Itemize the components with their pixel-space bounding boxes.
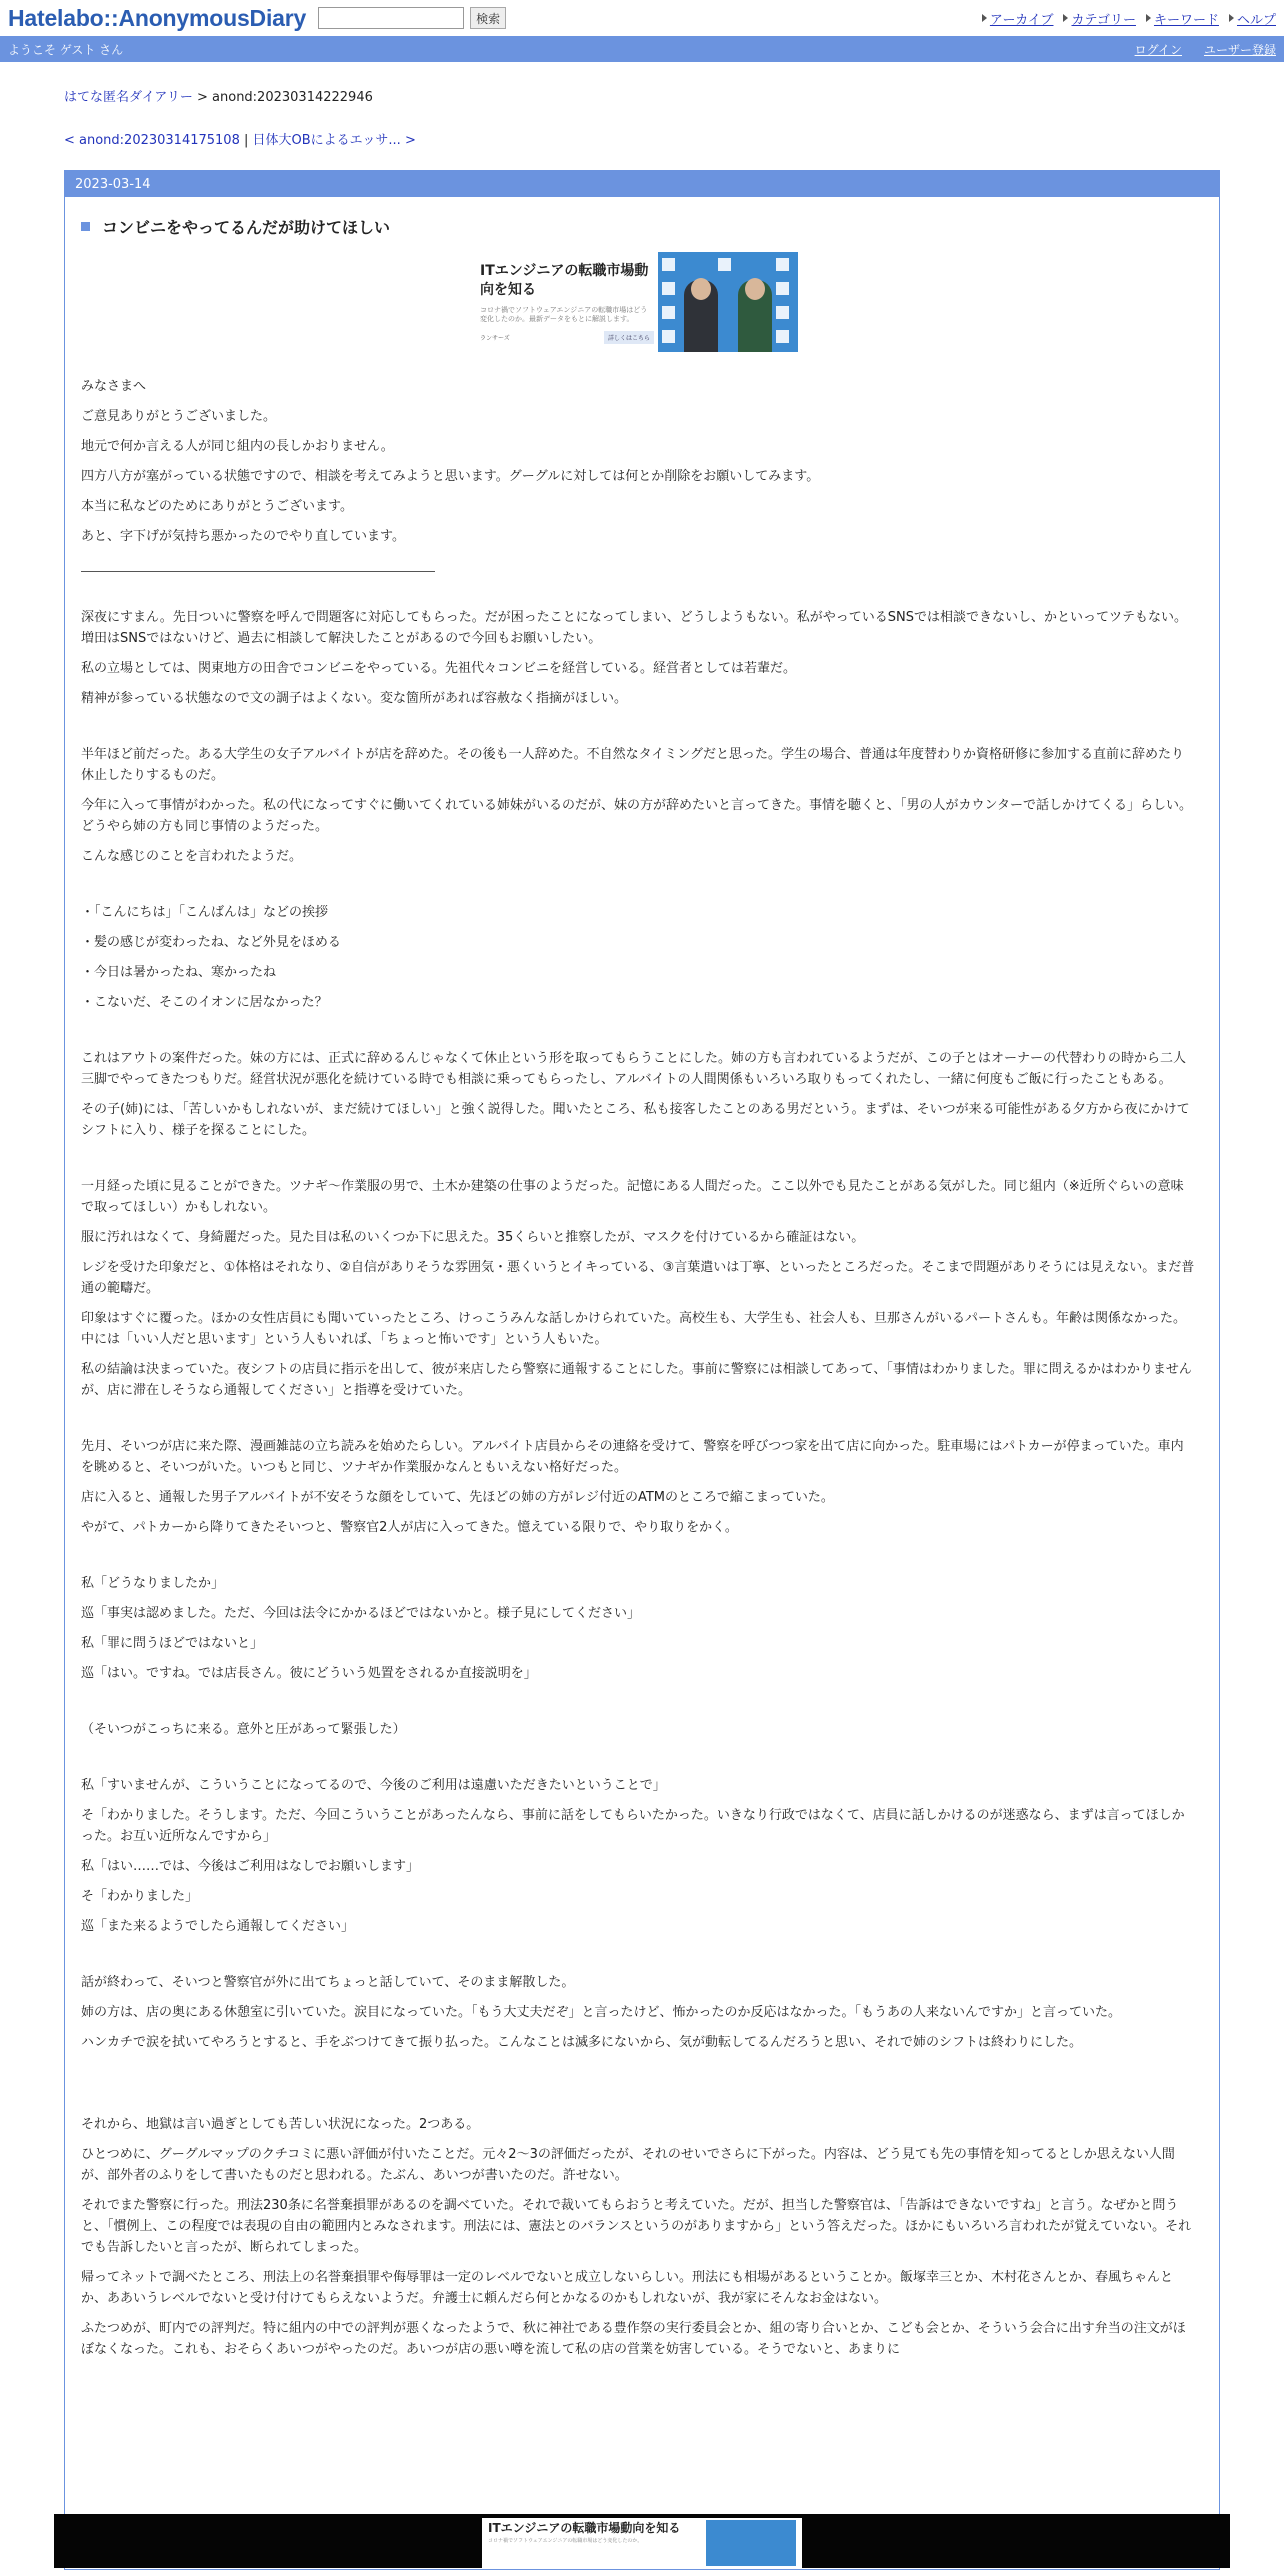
entry-paragraph: こんな感じのことを言われたようだ。 bbox=[81, 849, 303, 864]
entry-paragraph: それでまた警察に行った。刑法230条に名誉棄損罪があるのを調べていた。それで裁いてもらおうと考えていた。だが、担当した警察官は、「告訴はできないですね」と言う。なぜかと問うと、「慣例上、この程度では表現の自由の範囲内とみなされます。刑法には、憲法とのバランスというのがありますから」という答えだった。ほかにもいろいろ言われたが覚えていない。それでも告訴したいと言ったが、断られてしまった。 bbox=[81, 2198, 1192, 2255]
breadcrumb-separator: > bbox=[196, 90, 208, 105]
welcome-text: ようこそ ゲスト さん bbox=[8, 42, 124, 57]
entry-paragraph: 地元で何か言える人が同じ組内の長しかおりません。 bbox=[81, 439, 394, 454]
entry-paragraph: 印象はすぐに覆った。ほかの女性店員にも聞いていったところ、けっこうみんな話しかけられていた。高校生も、大学生も、社会人も、旦那さんがいるパートさんも。年齢は関係なかった。中には「いい人だと思います」という人もいれば、「ちょっと怖いです」という人もいた。 bbox=[81, 1311, 1187, 1347]
ad-person-right bbox=[738, 280, 772, 352]
nav-help-label: ヘルプ bbox=[1236, 12, 1276, 28]
entry-paragraph: 帰ってネットで調べたところ、刑法上の名誉棄損罪や侮辱罪は一定のレベルでないと成立しないらしい。刑法にも相場があるということか。飯塚幸三とか、木村花さんとか、春風ちゃんとか、ああいうレベルでないと受け付けてもらえないようだ。弁護士に頼んだら何とかなるのかもしれないが、我が家にそんなお金はない。 bbox=[81, 2270, 1174, 2306]
register-link[interactable]: ユーザー登録 bbox=[1203, 42, 1276, 57]
entry-text bbox=[81, 376, 1195, 2360]
arrow-icon bbox=[1063, 14, 1068, 22]
entry-title[interactable] bbox=[81, 215, 1195, 238]
entry-paragraph: レジを受けた印象だと、①体格はそれなり、②自信がありそうな雰囲気・悪くいうとイキっている、③言葉遣いは丁寧、といったところだった。そこまで問題がありそうには見えない。まだ普通の範疇だ。 bbox=[81, 1260, 1195, 1296]
nav-keyword[interactable] bbox=[1146, 9, 1219, 28]
prev-entry-link[interactable]: < anond:20230314175108 bbox=[64, 133, 240, 148]
nav-archive[interactable] bbox=[982, 9, 1054, 28]
entry-paragraph: 私「どうなりましたか」 bbox=[81, 1576, 225, 1591]
entry-paragraph: やがて、パトカーから降りてきたそいつと、警察官2人が店に入ってきた。憶えている限りで、やり取りをかく。 bbox=[81, 1520, 738, 1535]
bottom-ad-banner[interactable] bbox=[0, 2514, 1284, 2568]
separator-rule bbox=[81, 556, 435, 572]
main-content bbox=[64, 86, 1220, 2570]
entry-paragraph: 私「罪に問うほどではないと」 bbox=[81, 1636, 264, 1651]
entry-paragraph: 深夜にすまん。先日ついに警察を呼んで問題客に対応してもらった。だが困ったことになってしまい、どうしようもない。私がやっているSNSでは相談できないし、かといってツテもない。増田はSNSではないけど、過去に相談して解決したことがあるので今回もお願いしたい。 bbox=[81, 610, 1188, 646]
pager-separator: | bbox=[244, 133, 249, 148]
entry-paragraph: これはアウトの案件だった。妹の方には、正式に辞めるんじゃなくて休止という形を取ってもらうことにした。姉の方も言われているようだが、この子とはオーナーの代替わりの時から二人三脚でやってきたつもりだ。経営状況が悪化を続けている時でも相談に乗ってもらったし、アルバイトの人間関係もいろいろ取りもってくれたし、一緒に何度もご飯に行ったこともある。 bbox=[81, 1051, 1187, 1087]
entry-paragraph: 姉の方は、店の奥にある休憩室に引いていた。涙目になっていた。「もう大丈夫だぞ」と言ったけど、怖かったのか反応はなかった。「もうあの人来ないんですか」と言っていた。 bbox=[81, 2005, 1122, 2020]
entry-paragraph: ふたつめが、町内での評判だ。特に組内の中での評判が悪くなったようで、秋に神社である豊作祭の実行委員会とか、組の寄り合いとか、こども会とか、そういう会合に出す弁当の注文がほぼなくなった。これも、おそらくあいつがやったのだ。あいつが店の悪い噂を流して私の店の営業を妨害している。そうでないと、あまりに bbox=[81, 2321, 1186, 2357]
entry-paragraph: ・「こんにちは」「こんばんは」などの挨拶 bbox=[81, 905, 329, 920]
entry-paragraph: ご意見ありがとうございました。 bbox=[81, 409, 277, 424]
entry-paragraph: 四方八方が塞がっている状態ですので、相談を考えてみようと思います。グーグルに対しては何とか削除をお願いしてみます。 bbox=[81, 469, 820, 484]
bottom-ad-title: ITエンジニアの転職市場動向を知る bbox=[488, 2521, 681, 2535]
day-date: 2023-03-14 bbox=[65, 171, 1219, 197]
paragraph-gap bbox=[81, 1693, 1195, 1719]
nav-category[interactable] bbox=[1063, 9, 1135, 28]
bottom-ad-card[interactable] bbox=[482, 2518, 802, 2568]
ad-footer bbox=[480, 331, 654, 344]
entry-paragraph: 私「はい……では、今後はご利用はなしでお願いします」 bbox=[81, 1859, 420, 1874]
bottom-ad-photo bbox=[706, 2520, 796, 2566]
arrow-icon bbox=[1229, 14, 1234, 22]
ad-logo: ランサーズ bbox=[480, 335, 510, 342]
entry-paragraph: 私の結論は決まっていた。夜シフトの店員に指示を出して、彼が来店したら警察に通報することにした。事前に警察には相談してあって、「事情はわかりました。罪に問えるかはわかりませんが、店に滞在しそうなら通報してください」と指導を受けていた。 bbox=[81, 1362, 1192, 1398]
user-bar bbox=[0, 36, 1284, 62]
entry-paragraph: 服に汚れはなくて、身綺麗だった。見た目は私のいくつか下に思えた。35くらいと推察したが、マスクを付けているから確証はない。 bbox=[81, 1230, 865, 1245]
nav-archive-label: アーカイブ bbox=[989, 12, 1054, 28]
entry-paragraph: ハンカチで涙を拭いてやろうとすると、手をぶつけてきて振り払った。こんなことは滅多にないから、気が動転してるんだろうと思い、それで姉のシフトは終わりにした。 bbox=[81, 2035, 1083, 2050]
paragraph-gap bbox=[81, 1022, 1195, 1048]
paragraph-gap bbox=[81, 1410, 1195, 1436]
search-button[interactable]: 検索 bbox=[470, 7, 506, 29]
ad-subtitle: コロナ禍でソフトウェアエンジニアの転職市場はどう変化したのか。最新データをもとに解説します。 bbox=[480, 306, 648, 323]
entry-body bbox=[65, 215, 1219, 2360]
paragraph-gap bbox=[81, 1749, 1195, 1775]
login-link[interactable]: ログイン bbox=[1134, 42, 1182, 57]
bottom-ad-subtitle: コロナ禍でソフトウェアエンジニアの転職市場はどう変化したのか。 bbox=[488, 2538, 643, 2544]
search-form bbox=[318, 7, 506, 29]
entry-paragraph: 巡「はい。ですね。では店長さん。彼にどういう処置をされるか直接説明を」 bbox=[81, 1666, 537, 1681]
entry-paragraph: 今年に入って事情がわかった。私の代になってすぐに働いてくれている姉妹がいるのだが、妹の方が辞めたいと言ってきた。事情を聴くと、「男の人がカウンターで話しかけてくる」らしい。どうやら姉の方も同じ事情のようだった。 bbox=[81, 798, 1192, 834]
breadcrumb-current: anond:20230314222946 bbox=[212, 90, 373, 105]
entry-paragraph: あと、字下げが気持ち悪かったのでやり直しています。 bbox=[81, 529, 405, 544]
entry-paragraph: 巡「事実は認めました。ただ、今回は法令にかかるほどではないかと。様子見にしてください」 bbox=[81, 1606, 641, 1621]
nav-help[interactable] bbox=[1229, 9, 1276, 28]
entry-paragraph: （そいつがこっちに来る。意外と圧があって緊張した） bbox=[81, 1722, 406, 1737]
entry-paragraph: そ「わかりました。そうします。ただ、今回こういうことがあったんなら、事前に話をしてもらいたかった。いきなり行政ではなくて、店員に話しかけるのが迷惑なら、まずは言ってほしかった。お互い近所なんですから」 bbox=[81, 1808, 1185, 1844]
entry-paragraph: そ「わかりました」 bbox=[81, 1889, 199, 1904]
entry-paragraph: ・今日は暑かったね、寒かったね bbox=[81, 965, 277, 980]
paragraph-gap bbox=[81, 718, 1195, 744]
entry-paragraph: 半年ほど前だった。ある大学生の女子アルバイトが店を辞めた。その後も一人辞めた。不自然なタイミングだと思った。学生の場合、普通は年度替わりか資格研修に参加する直前に辞めたり休止したりするものだ。 bbox=[81, 747, 1185, 783]
nav-keyword-label: キーワード bbox=[1153, 12, 1219, 28]
breadcrumb-home[interactable]: はてな匿名ダイアリー bbox=[64, 90, 193, 105]
paragraph-gap bbox=[81, 2062, 1195, 2088]
entry-paragraph: 先月、そいつが店に来た際、漫画雑誌の立ち読みを始めたらしい。アルバイト店員からその連絡を受けて、警察を呼びつつ家を出て店に向かった。駐車場にはパトカーが停まっていた。車内を眺めると、そいつがいた。いつもと同じ、ツナギか作業服かなんともいえない格好だった。 bbox=[81, 1439, 1184, 1475]
entry-paragraph: ・髪の感じが変わったね、など外見をほめる bbox=[81, 935, 341, 950]
paragraph-gap bbox=[81, 1150, 1195, 1176]
ad-copy bbox=[478, 252, 658, 352]
entry-title-text: コンビニをやってるんだが助けてほしい bbox=[102, 218, 391, 237]
paragraph-gap bbox=[81, 876, 1195, 902]
entry-paragraph: 本当に私などのためにありがとうございます。 bbox=[81, 499, 353, 514]
ad-person-left bbox=[684, 280, 718, 352]
top-bar bbox=[0, 0, 1284, 36]
arrow-icon bbox=[1146, 14, 1151, 22]
entry-paragraph: 私の立場としては、関東地方の田舎でコンビニをやっている。先祖代々コンビニを経営している。経営者としては若輩だ。 bbox=[81, 661, 797, 676]
ad-photo bbox=[658, 252, 798, 352]
ad-button[interactable]: 詳しくはこちら bbox=[604, 331, 654, 344]
nav-category-label: カテゴリー bbox=[1071, 12, 1136, 28]
entry-paragraph: 店に入ると、通報した男子アルバイトが不安そうな顔をしていて、先ほどの姉の方がレジ付近のATMのところで縮こまっていた。 bbox=[81, 1490, 834, 1505]
bottom-ad-copy bbox=[482, 2518, 706, 2568]
day-section bbox=[64, 170, 1220, 2570]
entry-paragraph: みなさまへ bbox=[81, 379, 147, 394]
entry-paragraph: 話が終わって、そいつと警察官が外に出てちょっと話していて、そのまま解散した。 bbox=[81, 1975, 575, 1990]
breadcrumb bbox=[64, 86, 1220, 105]
search-input[interactable] bbox=[318, 7, 464, 29]
paragraph-gap bbox=[81, 1547, 1195, 1573]
entry-paragraph: ひとつめに、グーグルマップのクチコミに悪い評価が付いたことだ。元々2～3の評価だったが、それのせいでさらに下がった。内容は、どう見ても先の事情を知ってるとしか思えない人間が、部外者のふりをして書いたものだと思われる。たぶん、あいつが書いたのだ。許せない。 bbox=[81, 2147, 1175, 2183]
entry-paragraph: 私「すいませんが、こういうことになってるので、今後のご利用は遠慮いただきたいということで」 bbox=[81, 1778, 666, 1793]
entry-paragraph: その子(姉)には、「苦しいかもしれないが、まだ続けてほしい」と強く説得した。聞いたところ、私も接客したことのある男だという。まずは、そいつが来る可能性がある夕方から夜にかけてシフトに入り、様子を探ることにした。 bbox=[81, 1102, 1190, 1138]
entry-paragraph: 精神が参っている状態なので文の調子はよくない。変な箇所があれば容赦なく指摘がほしい。 bbox=[81, 691, 628, 706]
ad-title: ITエンジニアの転職市場動向を知る bbox=[480, 263, 649, 298]
entry-paragraph: 一月経った頃に見ることができた。ツナギ～作業服の男で、土木か建築の仕事のようだった。記憶にある人間だった。ここ以外でも見たことがある気がした。同じ組内（※近所ぐらいの意味で取ってほしい）かもしれない。 bbox=[81, 1179, 1184, 1215]
advertisement[interactable] bbox=[478, 252, 798, 352]
site-logo[interactable]: Hatelabo::AnonymousDiary bbox=[8, 4, 307, 31]
entry-marker-icon bbox=[81, 222, 90, 231]
paragraph-gap bbox=[81, 2088, 1195, 2114]
entry-paragraph: それから、地獄は言い過ぎとしても苦しい状況になった。2つある。 bbox=[81, 2117, 480, 2132]
paragraph-gap bbox=[81, 1946, 1195, 1972]
entry-paragraph: 巡「また来るようでしたら通報してください」 bbox=[81, 1919, 355, 1934]
entry-paragraph: ・こないだ、そこのイオンに居なかった？ bbox=[81, 995, 328, 1010]
top-nav bbox=[982, 9, 1276, 28]
arrow-icon bbox=[982, 14, 987, 22]
paragraph-gap bbox=[81, 581, 1195, 607]
next-entry-link[interactable]: 日体大OBによるエッサ... > bbox=[252, 133, 416, 148]
entry-pager bbox=[64, 129, 1220, 148]
